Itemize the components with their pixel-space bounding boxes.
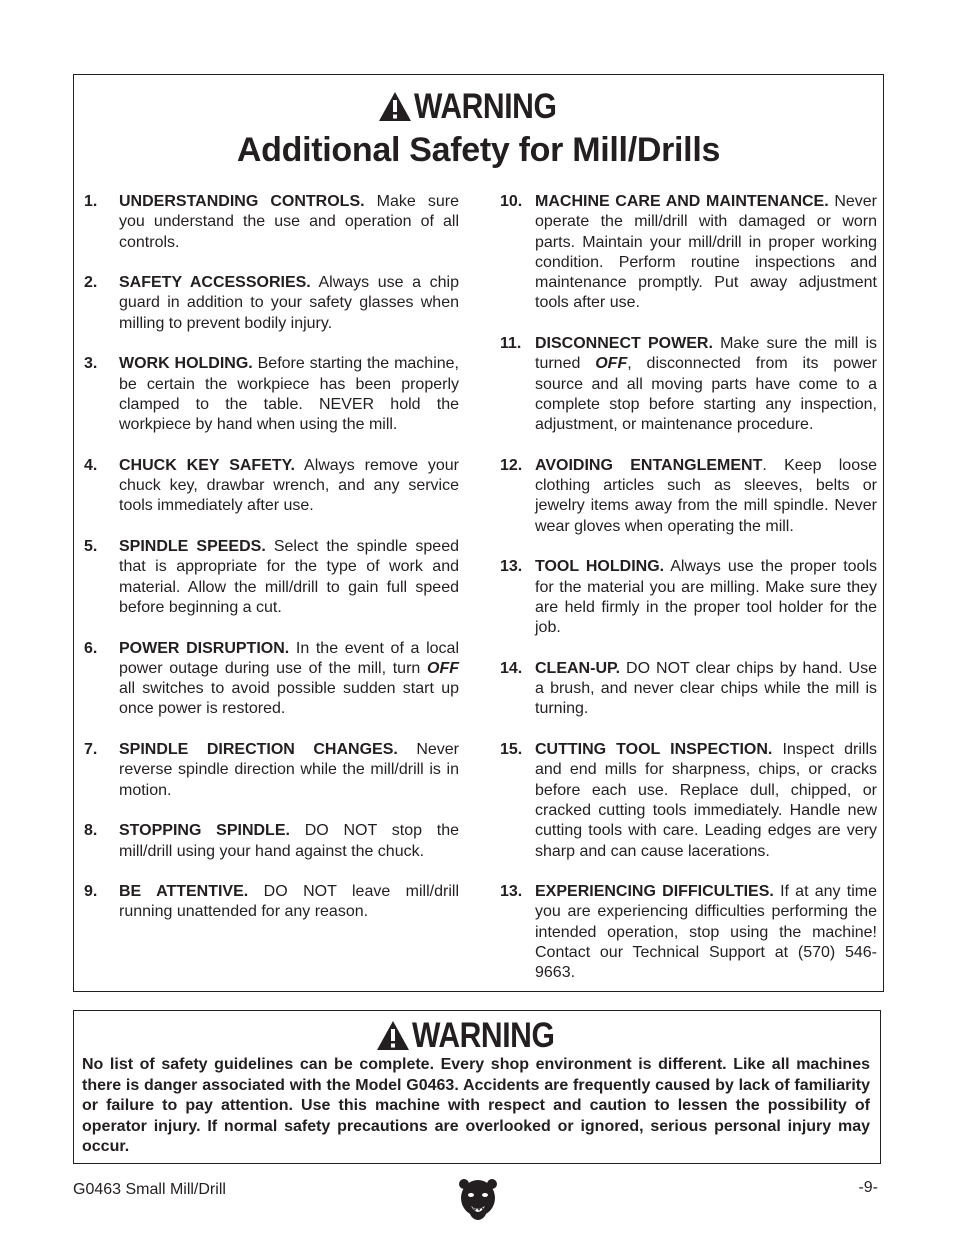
footer-model: G0463 Small Mill/Drill [73,1181,226,1198]
warning-triangle-icon [376,1020,410,1051]
item-heading: EXPERIENCING DIFFICULTIES. [535,883,774,901]
item-text: In the event of a local power outage during use of the mill, turn [119,639,459,677]
item-text: Never reverse spindle direction while the mill/drill is in motion. [119,741,459,799]
item-number: 7. [84,741,98,759]
page-number: -9- [858,1179,878,1196]
item-text: Never operate the mill/drill with damaged or worn parts. Maintain your mill/drill in proper working condition. Perform routine inspections and maintenance promptly. Put away adjustment tools after use. [535,193,877,312]
safety-item [500,740,877,862]
item-number: 13. [500,558,523,576]
item-heading: SAFETY ACCESSORIES. [119,274,311,292]
item-heading: UNDERSTANDING CONTROLS. [119,193,365,210]
safety-item [500,334,877,435]
item-number: 4. [84,456,98,474]
safety-item [84,456,459,517]
item-heading: CLEAN-UP. [535,659,621,677]
item-text: DO NOT stop the mill/drill using your hand against the chuck. [119,822,460,860]
item-number: 3. [84,355,98,373]
warning-header [74,1018,880,1053]
item-number: 14. [500,659,523,677]
additional-safety-box [73,74,884,992]
item-heading: TOOL HOLDING. [535,558,665,576]
item-text: Always use a chip guard in addition to your safety glasses when milling to prevent bodily injury. [119,274,459,332]
safety-item [84,537,459,618]
item-number: 1. [84,193,98,210]
item-number: 10. [500,193,523,210]
left-column [84,192,459,943]
item-number: 8. [84,822,98,840]
item-text: Always use the proper tools for the material you are milling. Make sure they are held firmly in the proper tool holder for the job. [535,558,878,637]
item-text: , disconnected from its power source and all moving parts have come to a complete stop before starting any inspection, adjustment, or maintenance procedure. [535,355,878,434]
item-text: Make sure you understand the use and operation of all controls. [119,193,460,251]
item-number: 12. [500,456,523,474]
general-warning-box [73,1010,881,1164]
safety-item [84,882,459,923]
page-title: Additional Safety for Mill/Drills [236,131,721,169]
item-number: 13. [500,883,523,901]
item-number: 9. [84,883,98,901]
item-text: Always remove your chuck key, drawbar wrench, and any service tools immediately after use. [119,456,460,515]
item-number: 5. [84,538,98,556]
item-number: 2. [84,274,98,292]
safety-item [84,354,459,435]
item-text: . Keep loose clothing articles such as sleeves, belts or jewelry items away from the mill spindle. Never wear gloves when operating the mill. [535,456,877,535]
item-heading: DISCONNECT POWER. [535,335,713,353]
warning-text: No list of safety guidelines can be complete. Every shop environment is different. Like all machines there is danger associated with the Model G0463. Accidents are frequently caused by lack of familiarity or failure to pay attention. Use this machine with respect and caution to lessen the possibility of operator injury. If normal safety precautions are overlooked or ignored, serious personal injury may occur. [82,1056,870,1155]
right-column [500,192,877,1004]
item-text: If at any time you are experiencing difficulties performing the intended operation, stop using the machine! Contact our Technical Support at (570) 546-9663. [535,883,877,982]
safety-item [84,192,459,253]
item-heading: CHUCK KEY SAFETY. [119,456,295,474]
safety-item [500,192,877,314]
item-heading: SPINDLE DIRECTION CHANGES. [119,741,398,759]
item-text: Select the spindle speed that is appropriate for the type of work and material. Allow the mill/drill to gain full speed before beginning a cut. [119,538,459,616]
warning-label: WARNING [413,87,557,126]
safety-item [84,639,459,720]
item-heading: AVOIDING ENTANGLEMENT [535,456,763,474]
item-emphasis: OFF [427,659,459,677]
item-heading: BE ATTENTIVE. [119,883,249,901]
item-heading: CUTTING TOOL INSPECTION. [535,741,773,759]
item-number: 11. [500,335,522,353]
item-text: all switches to avoid possible sudden start up once power is restored. [119,680,459,718]
item-number: 6. [84,639,98,657]
item-text: Inspect drills and end mills for sharpness, chips, or cracks before each use. Replace dull, chipped, or cracked cutting tools immediately. Handle new cutting tools with care. Leading edges are very sharp and can cause lacerations. [535,741,877,860]
safety-item [500,557,877,638]
item-text: Make sure the mill is turned [535,335,877,373]
item-emphasis: OFF [595,355,628,373]
safety-item [84,821,459,862]
item-text: Before starting the machine, be certain the workpiece has been properly clamped to the table. NEVER hold the workpiece by hand when using the mill. [119,355,459,434]
warning-label: WARNING [412,1016,555,1055]
item-heading: SPINDLE SPEEDS. [119,538,266,556]
warning-triangle-icon [378,91,412,122]
item-text: DO NOT leave mill/drill running unattended for any reason. [119,883,459,921]
item-text: DO NOT clear chips by hand. Use a brush, and never clear chips while the mill is turning. [535,659,877,718]
item-heading: MACHINE CARE AND MAINTENANCE. [535,193,829,210]
safety-item [84,273,459,334]
safety-item [84,740,459,801]
item-heading: POWER DISRUPTION. [119,639,290,657]
item-heading: STOPPING SPINDLE. [119,822,290,840]
safety-item [500,456,877,537]
safety-item [500,882,877,983]
safety-item [500,659,877,720]
item-number: 15. [500,741,523,759]
bear-logo-icon [458,1176,498,1222]
item-heading: WORK HOLDING. [119,355,253,373]
warning-header [74,89,883,124]
